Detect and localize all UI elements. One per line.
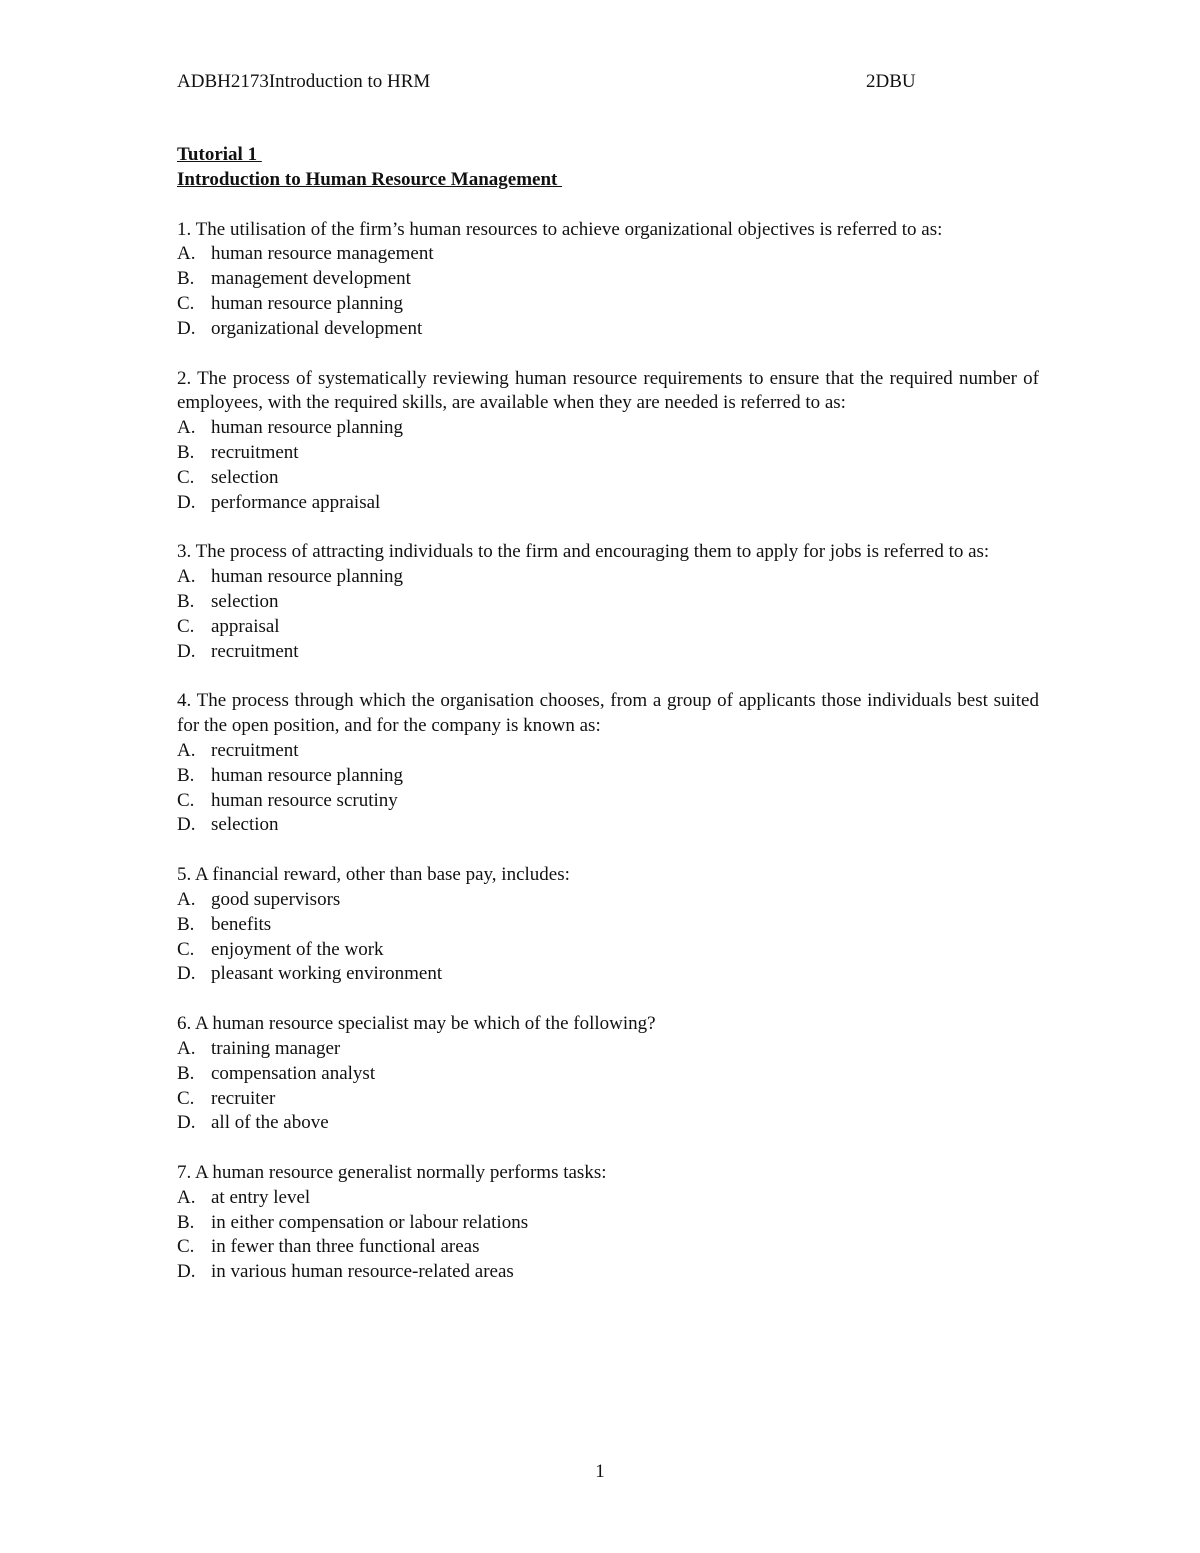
option-letter: B.	[177, 441, 195, 463]
question-text: 2. The process of systematically reviewing human resource requirements to ensure that the required number of employees, with the required skills, are available when they are needed is referred to as:	[177, 367, 1039, 414]
option-text: human resource planning	[211, 417, 404, 439]
option-letter: B.	[177, 764, 195, 786]
option-letter: D.	[177, 1261, 196, 1283]
option-letter: C.	[177, 292, 195, 314]
question-7	[177, 1161, 1039, 1285]
question-text: 7. A human resource generalist normally performs tasks:	[177, 1162, 607, 1184]
question-3	[177, 540, 1039, 664]
option-letter: A.	[177, 566, 196, 588]
question-6	[177, 1012, 1039, 1136]
question-text: 5. A financial reward, other than base pay, includes:	[177, 864, 570, 886]
option-letter: D.	[177, 491, 196, 513]
option-d	[177, 962, 1039, 987]
option-text: organizational development	[211, 317, 423, 339]
option-a	[177, 1037, 1039, 1062]
option-a	[177, 416, 1039, 441]
option-letter: A.	[177, 243, 196, 265]
option-text: selection	[211, 590, 279, 612]
option-c	[177, 466, 1039, 491]
option-text: in various human resource-related areas	[211, 1261, 514, 1283]
option-letter: C.	[177, 466, 195, 488]
option-d	[177, 813, 1039, 838]
option-letter: A.	[177, 739, 196, 761]
option-a	[177, 1186, 1039, 1211]
option-letter: D.	[177, 814, 196, 836]
option-letter: B.	[177, 268, 195, 290]
question-2	[177, 367, 1039, 516]
option-letter: A.	[177, 1037, 196, 1059]
document-body	[177, 143, 1039, 1285]
option-text: selection	[211, 466, 279, 488]
header-course-title: ADBH2173Introduction to HRM	[177, 71, 431, 92]
option-letter: C.	[177, 615, 195, 637]
option-letter: C.	[177, 789, 195, 811]
option-letter: C.	[177, 938, 195, 960]
option-letter: B.	[177, 590, 195, 612]
option-letter: A.	[177, 417, 196, 439]
option-text: all of the above	[211, 1112, 329, 1134]
option-d	[177, 1260, 1039, 1285]
page-number: 1	[595, 1461, 605, 1482]
question-5	[177, 863, 1039, 987]
option-a	[177, 739, 1039, 764]
option-letter: B.	[177, 1211, 195, 1233]
question-text: 1. The utilisation of the firm’s human resources to achieve organizational objectives is referred to as:	[177, 218, 943, 240]
option-b	[177, 913, 1039, 938]
option-letter: A.	[177, 888, 196, 910]
option-c	[177, 789, 1039, 814]
option-text: recruitment	[211, 441, 299, 463]
option-text: enjoyment of the work	[211, 938, 384, 960]
option-text: human resource scrutiny	[211, 789, 398, 811]
option-letter: D.	[177, 640, 196, 662]
option-b	[177, 1211, 1039, 1236]
question-text: 6. A human resource specialist may be which of the following?	[177, 1013, 656, 1035]
option-text: human resource planning	[211, 292, 404, 314]
option-letter: B.	[177, 1062, 195, 1084]
question-1	[177, 218, 1039, 342]
option-c	[177, 1235, 1039, 1260]
option-a	[177, 565, 1039, 590]
option-a	[177, 242, 1039, 267]
option-text: at entry level	[211, 1186, 311, 1208]
option-b	[177, 590, 1039, 615]
option-text: performance appraisal	[211, 491, 381, 513]
option-letter: C.	[177, 1087, 195, 1109]
option-b	[177, 441, 1039, 466]
option-text: selection	[211, 814, 279, 836]
option-text: recruitment	[211, 640, 299, 662]
option-letter: D.	[177, 317, 196, 339]
option-text: training manager	[211, 1037, 341, 1059]
option-text: human resource planning	[211, 566, 404, 588]
option-b	[177, 1062, 1039, 1087]
option-text: recruiter	[211, 1087, 276, 1109]
option-text: in either compensation or labour relations	[211, 1211, 529, 1233]
option-text: good supervisors	[211, 888, 341, 910]
option-d	[177, 640, 1039, 665]
option-text: benefits	[211, 913, 272, 935]
header-class-code: 2DBU	[866, 71, 916, 92]
option-text: appraisal	[211, 615, 280, 637]
option-text: human resource planning	[211, 764, 404, 786]
question-4	[177, 689, 1039, 838]
option-d	[177, 317, 1039, 342]
option-c	[177, 292, 1039, 317]
tutorial-title: Tutorial 1	[177, 144, 262, 165]
option-text: management development	[211, 268, 411, 290]
option-d	[177, 491, 1039, 516]
option-c	[177, 615, 1039, 640]
option-b	[177, 267, 1039, 292]
option-d	[177, 1111, 1039, 1136]
option-text: recruitment	[211, 739, 299, 761]
option-text: human resource management	[211, 243, 434, 265]
option-text: in fewer than three functional areas	[211, 1236, 480, 1258]
option-letter: D.	[177, 1112, 196, 1134]
question-text: 3. The process of attracting individuals to the firm and encouraging them to apply for jobs is referred to as:	[177, 541, 990, 563]
tutorial-subtitle: Introduction to Human Resource Management	[177, 168, 563, 190]
option-text: pleasant working environment	[211, 963, 443, 985]
option-letter: B.	[177, 913, 195, 935]
option-letter: C.	[177, 1236, 195, 1258]
option-text: compensation analyst	[211, 1062, 376, 1084]
option-b	[177, 764, 1039, 789]
option-c	[177, 1087, 1039, 1112]
option-c	[177, 938, 1039, 963]
question-text: 4. The process through which the organisation chooses, from a group of applicants those individuals best suited for the open position, and for the company is known as:	[177, 690, 1039, 737]
option-letter: D.	[177, 963, 196, 985]
option-a	[177, 888, 1039, 913]
option-letter: A.	[177, 1186, 196, 1208]
